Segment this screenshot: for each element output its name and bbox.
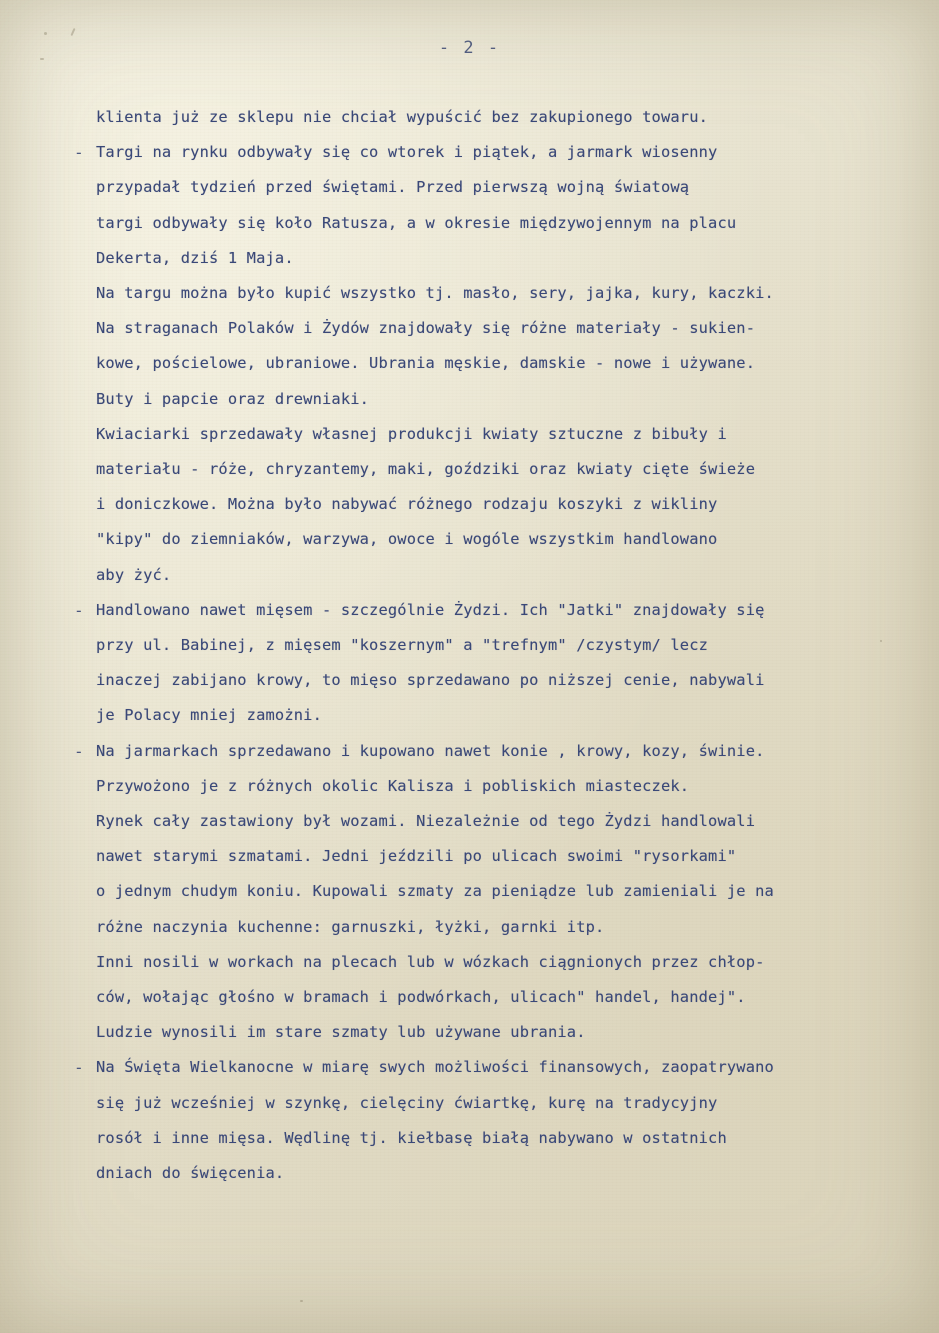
paragraph-bullet: - — [74, 143, 84, 163]
paragraph-lines — [96, 593, 912, 734]
text-line: Na jarmarkach sprzedawano i kupowano nawet konie , krowy, kozy, świnie. — [96, 741, 765, 760]
paragraph — [72, 734, 912, 1051]
paragraph-bullet: - — [74, 600, 84, 620]
paper-speck — [300, 1300, 303, 1302]
paragraph — [72, 135, 912, 593]
text-line: Targi na rynku odbywały się co wtorek i piątek, a jarmark wiosenny — [96, 143, 718, 162]
text-line: targi odbywały się koło Ratusza, a w okresie międzywojennym na placu — [96, 213, 737, 232]
paragraph-lines — [96, 135, 912, 593]
text-line: Przywożono je z różnych okolic Kalisza i pobliskich miasteczek. — [96, 776, 690, 795]
text-line: "kipy" do ziemniaków, warzywa, owoce i wogóle wszystkim handlowano — [96, 530, 718, 549]
text-line: rosół i inne mięsa. Wędlinę tj. kiełbasę białą nabywano w ostatnich — [96, 1128, 727, 1147]
text-line: nawet starymi szmatami. Jedni jeździli po ulicach swoimi "rysorkami" — [96, 847, 737, 866]
text-line: kowe, pościelowe, ubraniowe. Ubrania męskie, damskie - nowe i używane. — [96, 354, 756, 373]
text-line: przypadał tydzień przed świętami. Przed pierwszą wojną światową — [96, 178, 690, 197]
text-line: różne naczynia kuchenne: garnuszki, łyżki, garnki itp. — [96, 917, 605, 936]
paper-speck — [70, 28, 75, 36]
text-line: Buty i papcie oraz drewniaki. — [96, 389, 370, 408]
paper-speck — [40, 58, 44, 60]
paragraph — [72, 100, 912, 135]
text-line: Inni nosili w workach na plecach lub w wózkach ciągnionych przez chłop- — [96, 952, 765, 971]
paragraph-bullet: - — [74, 1058, 84, 1078]
text-line: Na straganach Polaków i Żydów znajdowały się różne materiały - sukien- — [96, 319, 756, 338]
text-line: klienta już ze sklepu nie chciał wypuścić bez zakupionego towaru. — [96, 108, 709, 126]
text-line: Dekerta, dziś 1 Maja. — [96, 248, 294, 267]
page-number: - 2 - — [438, 38, 501, 58]
text-line: ców, wołając głośno w bramach i podwórkach, ulicach" handel, handej". — [96, 988, 746, 1007]
paragraph-bullet: - — [74, 741, 84, 761]
text-line: Na targu można było kupić wszystko tj. masło, sery, jajka, kury, kaczki. — [96, 284, 774, 303]
paragraph-lines — [96, 1050, 912, 1191]
document-body — [72, 100, 912, 1191]
paragraph — [72, 593, 912, 734]
text-line: Kwiaciarki sprzedawały własnej produkcji kwiaty sztuczne z bibuły i — [96, 424, 727, 443]
paragraph — [72, 1050, 912, 1191]
text-line: przy ul. Babinej, z mięsem "koszernym" a "trefnym" /czystym/ lecz — [96, 636, 709, 655]
text-line: aby żyć. — [96, 565, 172, 584]
text-line: je Polacy mniej zamożni. — [96, 706, 322, 725]
text-line: dniach do święcenia. — [96, 1164, 285, 1183]
text-line: Handlowano nawet mięsem - szczególnie Żydzi. Ich "Jatki" znajdowały się — [96, 600, 765, 619]
text-line: Rynek cały zastawiony był wozami. Niezależnie od tego Żydzi handlowali — [96, 812, 756, 831]
text-line: się już wcześniej w szynkę, cielęciny ćwiartkę, kurę na tradycyjny — [96, 1093, 718, 1112]
paragraph-lines — [96, 100, 912, 135]
text-line: materiału - róże, chryzantemy, maki, goździki oraz kwiaty cięte świeże — [96, 460, 756, 479]
text-line: Ludzie wynosili im stare szmaty lub używane ubrania. — [96, 1023, 586, 1042]
text-line: i doniczkowe. Można było nabywać różnego rodzaju koszyki z wikliny — [96, 495, 718, 514]
paper-speck — [44, 32, 47, 35]
text-line: inaczej zabijano krowy, to mięso sprzedawano po niższej cenie, nabywali — [96, 671, 765, 690]
text-line: Na Święta Wielkanocne w miarę swych możliwości finansowych, zaopatrywano — [96, 1058, 774, 1077]
text-line: o jednym chudym koniu. Kupowali szmaty za pieniądze lub zamieniali je na — [96, 882, 774, 901]
paragraph-lines — [96, 734, 912, 1051]
